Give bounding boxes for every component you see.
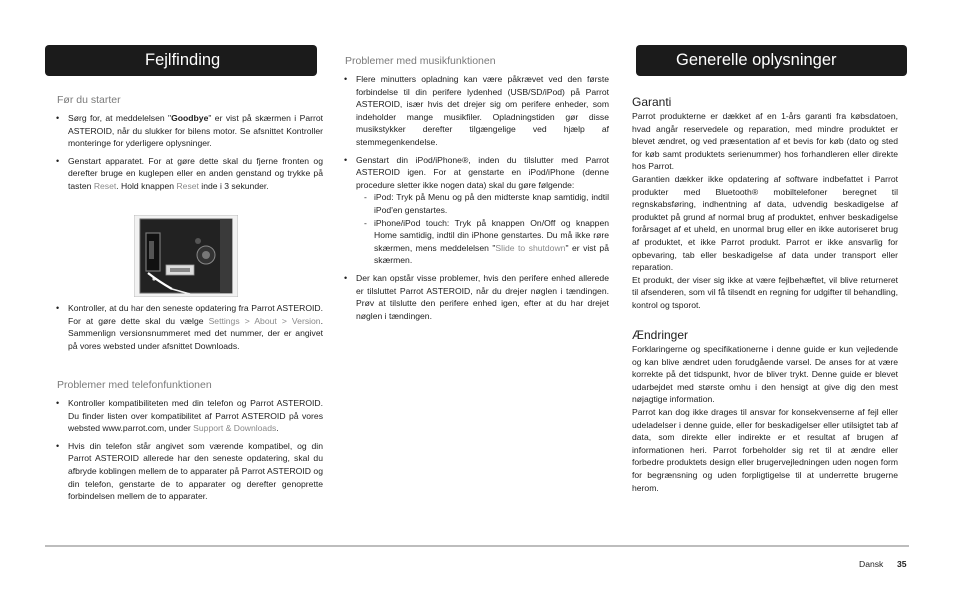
heading-changes: Ændringer (632, 328, 689, 342)
message-label: Slide to shutdown (495, 242, 566, 253)
subheading-before-start: Før du starter (57, 94, 121, 106)
text: " er vist på skærmen. (374, 242, 609, 266)
paragraph: Et produkt, der viser sig ikke at være fejlbehæftet, vil blive returneret til afsenderen, som vil få tilsendt en regning for udgifter til behandling, kontrol og tsporot. (632, 274, 898, 310)
text-bold: Goodbye (171, 113, 209, 123)
paragraph: Forklaringerne og specifikationerne i denne guide er kun vejledende og kan blive ændret uden forudgående varsel. De anses for at være korrekte på det tidspunkt, hvor de bliver trykt. Denne guide er blevet udarbejdet med største omhu i den hensigt at give dig den mest nøjagtige information. (632, 344, 898, 405)
list-item: • Der kan opstår visse problemer, hvis den perifere enhed allerede er tilsluttet Parrot ASTEROID, når du drejer nøglen i tændingen. Prøv at tilslutte den perifere enhed igen, efter at du har drejet nøglen i tændingen. (341, 272, 609, 322)
text: Genstart din iPod/iPhone®, inden du tilslutter med Parrot ASTEROID igen. For at genstarte en iPod/iPhone (denne procedure sletter ikke nogen data) skal du gøre følgende: (356, 154, 609, 190)
list-item (53, 302, 323, 352)
text: . Hold knappen (116, 180, 177, 191)
list-item (341, 154, 609, 267)
list-item (53, 397, 323, 435)
step-item (364, 217, 609, 267)
section-banner-fejlfinding (45, 45, 317, 76)
text: inde i 3 sekunder. (198, 180, 269, 191)
text: Kontroller, at du har den seneste opdatering fra Parrot ASTEROID. For at gøre dette skal du vælge (68, 303, 323, 326)
text: Genstart apparatet. For at gøre dette skal du fjerne fronten og derefter bruge en kuglepen eller en anden genstand og trykke på tasten (68, 155, 323, 191)
menu-path: Settings > About > Version (208, 315, 321, 326)
section-banner-generelle-oplysninger (636, 45, 907, 76)
before-start-list (53, 112, 323, 193)
text: iPhone/iPod touch: Tryk på knappen On/Off og knappen Home samtidig, indtil din iPhone genstartes. Du må ikke røre skærmen, mens meddelelsen " (374, 217, 609, 253)
reset-key-label: Reset (93, 180, 117, 191)
device-photo-icon (134, 215, 238, 297)
banner-title: Generelle oplysninger (676, 51, 837, 69)
heading-warranty: Garanti (632, 95, 672, 109)
text: Kontroller kompatibiliteten med din telefon og Parrot ASTEROID. Du finder listen over kompatibilitet af Parrot ASTEROID på vores websted www.parrot.com, under (68, 398, 323, 434)
paragraph: Parrot kan dog ikke drages til ansvar for konsekvenserne af fejl eller udeladelser i denne guide, eller for beskadigelser eller utilsigtet tab af data, som direkte eller indirekte er et resultat af brugen af informationen heri. Parrot forbeholder sig ret til at ændre eller forbedre produktets design eller brugervejledningen uden nogen form for begrænsning og uden forpligtigelse til at underrette brugerne herom. (632, 406, 898, 493)
list-item: • Flere minutters opladning kan være påkrævet ved den første forbindelse til din perifere lydenhed (USB/SD/iPod) på Parrot ASTEROID, især hvis det drejer sig om perifere enheder, som indeholder mange musikfiler. Opladningstiden gør disse musikstykker derefter tilgængelige ved hjælp af stemmegenkendelse. (341, 73, 609, 149)
warranty-text (632, 110, 898, 312)
update-list (53, 302, 323, 352)
phone-problems-list (53, 397, 323, 503)
paragraph: Parrot produkterne er dækket af en 1-års garanti fra købsdatoen, hvad angår reservedele og reparation, med mindre produktet er blevet ændret, og ved præsentation af et bevis for køb (dato og sted for køb samt produktets serienummer) hos forhandleren eller direkte hos Parrot. (632, 111, 898, 172)
text: " er vist på skærmen i Parrot ASTEROID, når du slukker for bilens motor. Se afsnittet Kontroller monteringe for yderligere oplysninger. (68, 113, 323, 149)
page-number: 35 (897, 559, 907, 569)
support-link-label: Support & Downloads (193, 423, 277, 434)
restart-steps (356, 191, 609, 267)
paragraph: Garantien dækker ikke opdatering af software indbefattet i Parrot produkter med Bluetooth® mobiltelefoner beregnet til regnskabsføring, indhentning af data, udvendig beskadigelse af produktet på grund af normal brug af produktet, enhver beskadigelse forårsaget af et uheld, en unormal brug eller en ikke autoriseret brug af produktet, et ikke Parrot produkt. Parrot er ikke ansvarlig for opbevaring, tab eller beskadigelse af data under transport eller reparation. (632, 173, 898, 273)
subheading-music-problems: Problemer med musikfunktionen (345, 55, 496, 67)
footer-language: Dansk (859, 559, 884, 569)
footer-divider (45, 545, 909, 547)
step-item: - iPod: Tryk på Menu og på den midterste knap samtidig, indtil iPod'en genstartes. (364, 191, 609, 216)
text: . (276, 423, 279, 434)
list-item (53, 155, 323, 193)
music-problems-list (341, 73, 609, 322)
changes-text (632, 343, 898, 494)
banner-title: Fejlfinding (145, 51, 221, 69)
list-item: • Hvis din telefon står angivet som værende kompatibel, og din Parrot ASTEROID allerede har den seneste opdatering, skal du afbryde koblingen mellem de to apparater på Parrot ASTEROID og din telefon, genstarte de to apparater og derefter genoprette forbindelsen mellem de to apparater. (53, 440, 323, 503)
list-item (53, 112, 323, 150)
reset-button-illustration (134, 215, 238, 297)
text: Sørg for, at meddelelsen " (68, 113, 172, 123)
text: . Sammenlign versionsnummeret med det nummer, der er angivet på vores websted under afsnittet Downloads. (68, 315, 323, 351)
reset-key-label: Reset (176, 180, 199, 191)
subheading-phone-problems: Problemer med telefonfunktionen (57, 379, 212, 391)
